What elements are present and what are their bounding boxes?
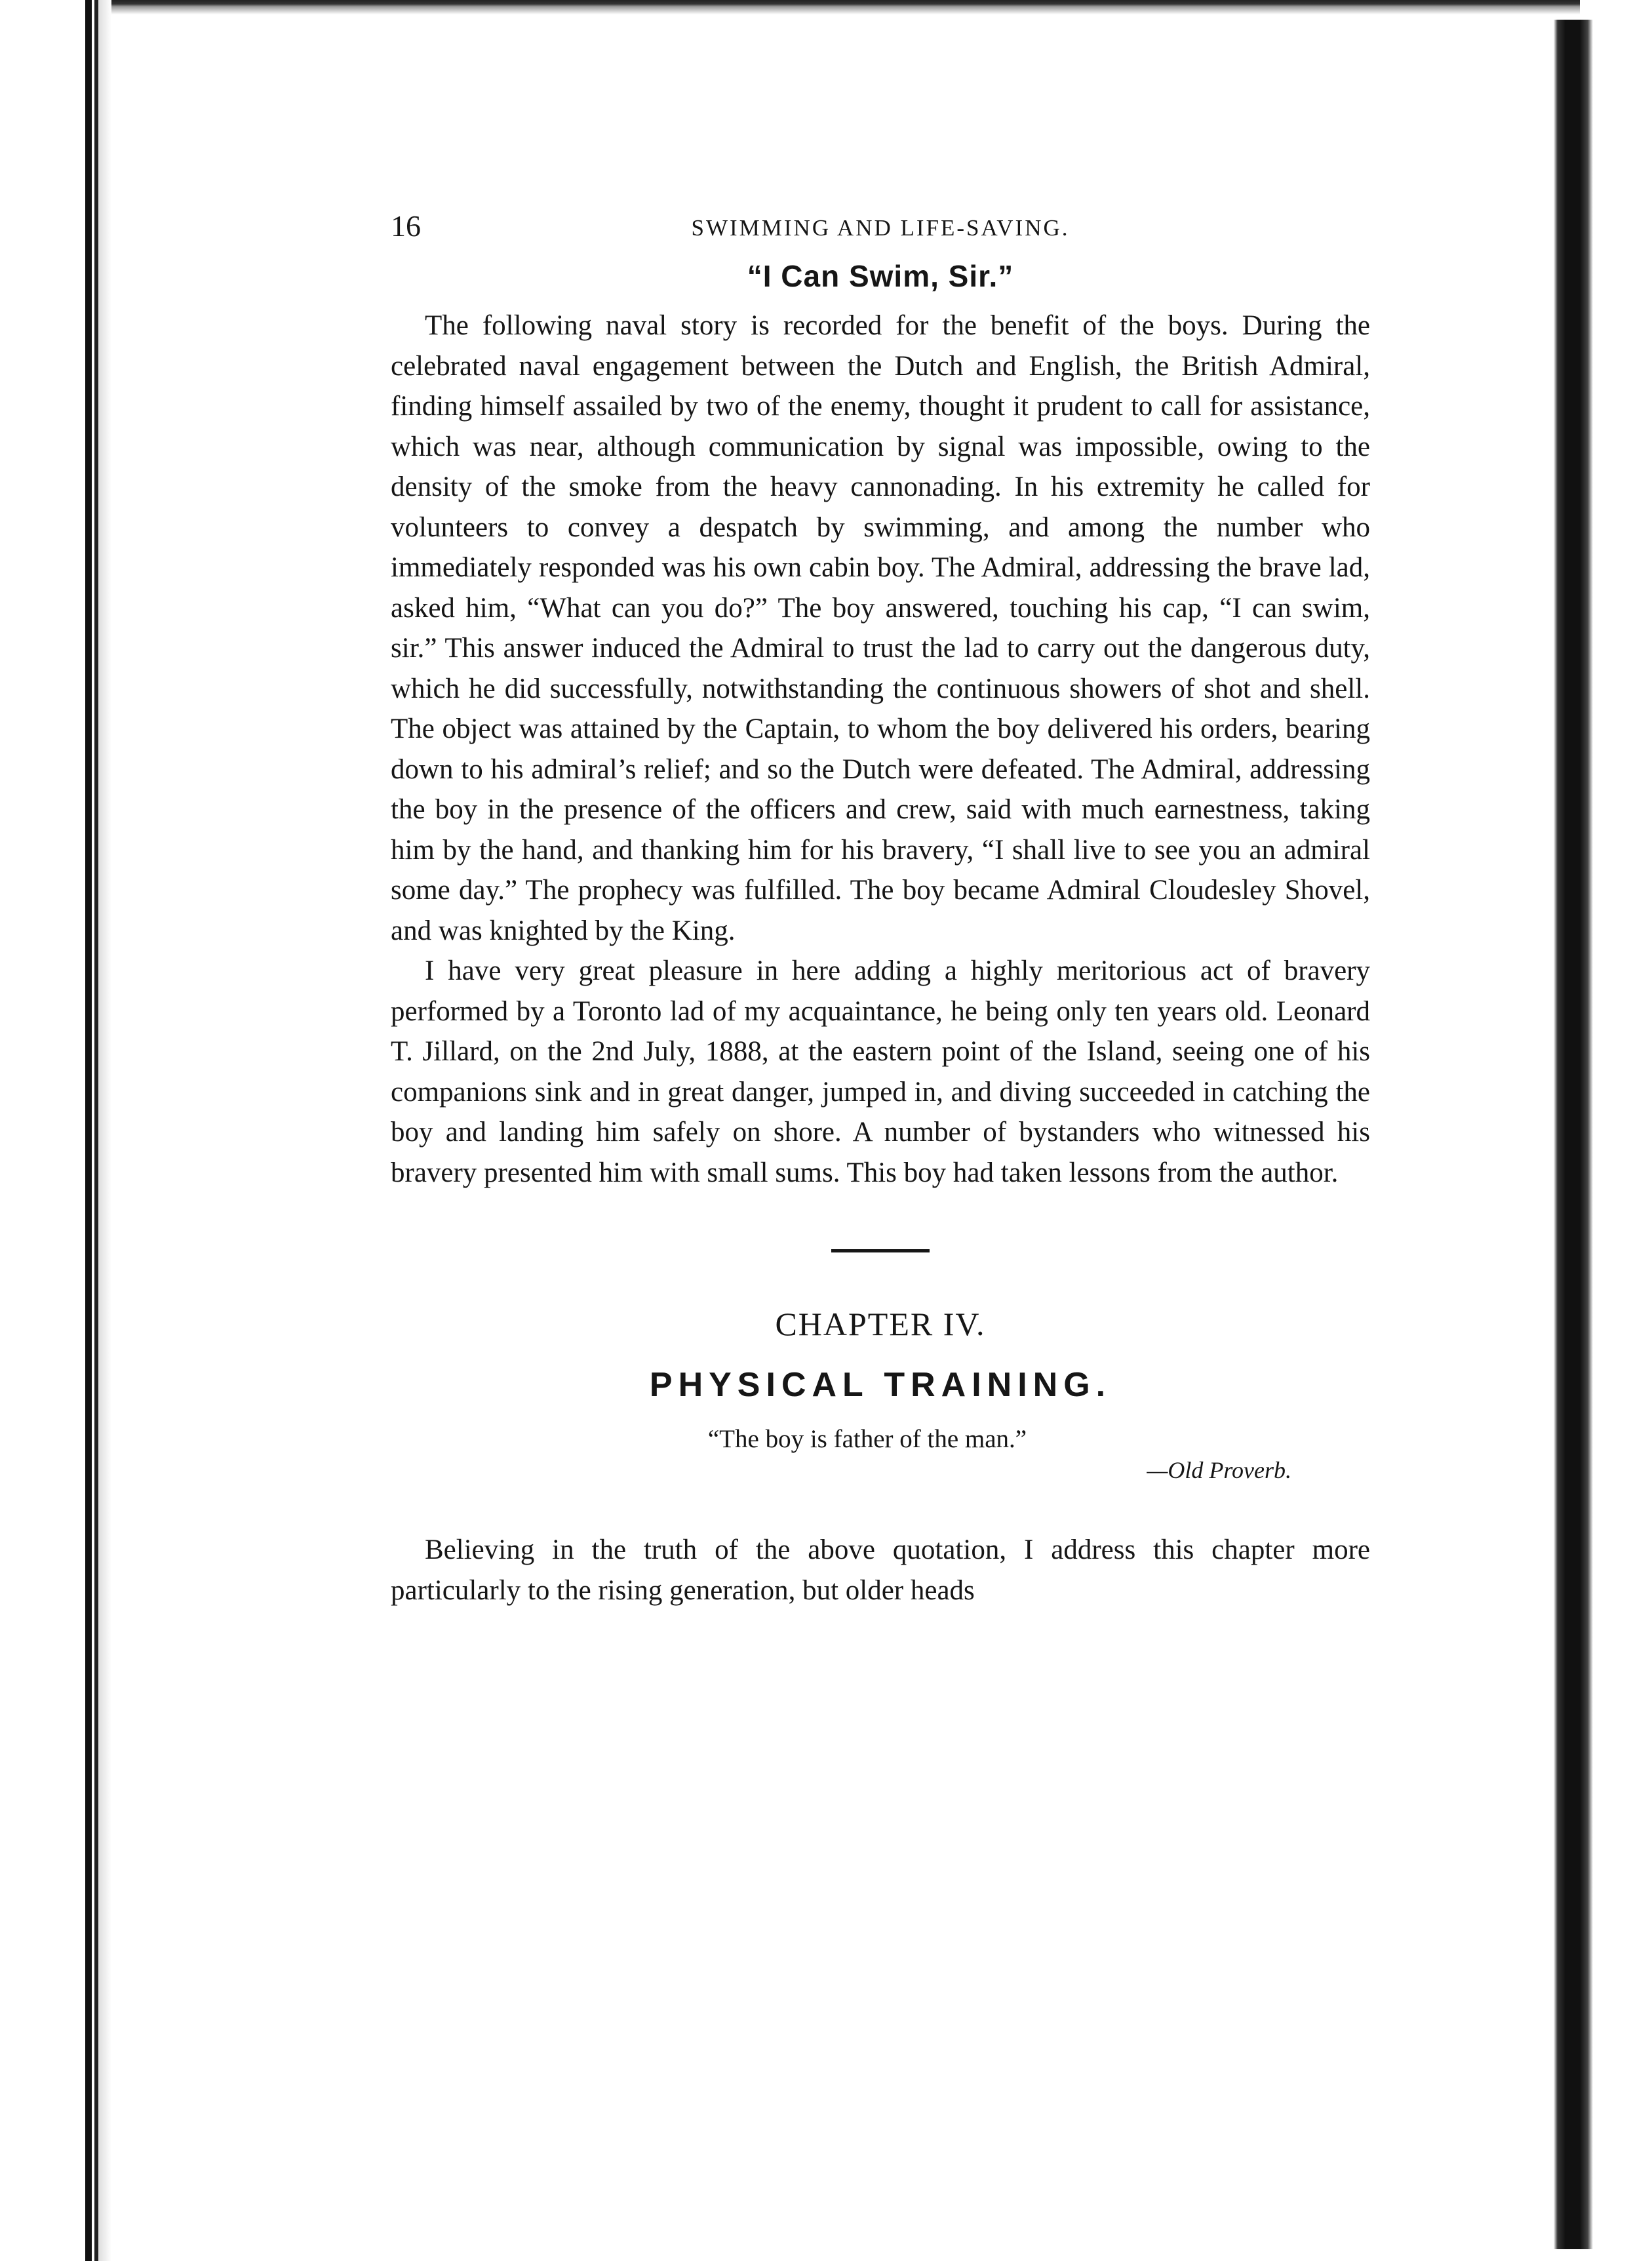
scan-edge-top xyxy=(85,0,1580,14)
running-head xyxy=(391,209,1370,254)
epigraph-source: —Old Proverb. xyxy=(1147,1457,1291,1483)
story-paragraph: The following naval story is recorded for the benefit of the boys. During the celebrated naval engagement between the Dutch and English, the British Admiral, finding himself assailed by two of the enemy, thought it prudent to call for assistance, which was near, although communication by signal was impossible, owing to the density of the smoke from the heavy cannonading. In his extremity he called for volunteers to convey a despatch by swimming, and among the number who immediately responded was his own cabin boy. The Admiral, addressing the brave lad, asked him, “What can you do?” The boy answered, touching his cap, “I can swim, sir.” This answer induced the Admiral to trust the lad to carry out the dangerous duty, which he did successfully, notwithstanding the continuous showers of shot and shell. The object was attained by the Captain, to whom the boy delivered his orders, bearing down to his admiral’s relief; and so the Dutch were defeated. The Admiral, addressing the boy in the presence of the officers and crew, said with much earnestness, taking him by the hand, and thanking him for his bravery, “I shall live to see you an admiral some day.” The prophecy was fulfilled. The boy became Admiral Cloudesley Shovel, and was knighted by the King. xyxy=(391,310,1370,946)
chapter-paragraph: Believing in the truth of the above quotation, I address this chapter more particularly to the rising generation, but older heads xyxy=(391,1534,1370,1606)
page-content xyxy=(391,209,1370,1611)
chapter-title: PHYSICAL TRAINING. xyxy=(649,1366,1112,1404)
running-title: SWIMMING AND LIFE-SAVING. xyxy=(691,215,1070,241)
chapter-number: CHAPTER IV. xyxy=(775,1306,986,1342)
scan-edge-left xyxy=(85,0,111,2261)
epigraph: “The boy is father of the man.” xyxy=(707,1425,1027,1453)
section-divider xyxy=(831,1249,930,1252)
story-title: “I Can Swim, Sir.” xyxy=(747,259,1014,293)
page-number: 16 xyxy=(391,209,421,243)
scan-margin-right xyxy=(1593,0,1652,2261)
chapter-body xyxy=(391,1530,1370,1611)
scan-edge-right xyxy=(1554,20,1593,2249)
story-paragraph: I have very great pleasure in here adding a highly meritorious act of bravery performed by a Toronto lad of my acquaintance, he being only ten years old. Leonard T. Jillard, on the 2nd July, 1888, at the eastern point of the Island, seeing one of his companions sink and in great danger, jumped in, and diving succeeded in catching the boy and landing him safely on shore. A number of bystanders who witnessed his bravery presented him with small sums. This boy had taken lessons from the author. xyxy=(391,955,1370,1188)
